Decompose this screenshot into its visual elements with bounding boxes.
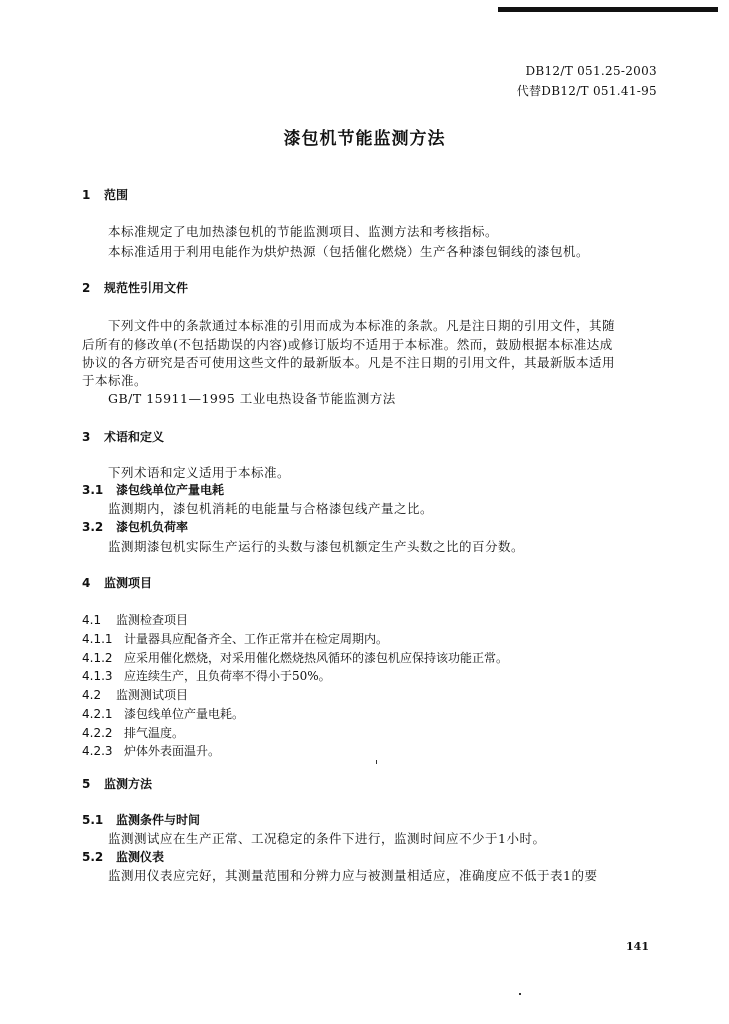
- section-title: 规范性引用文件: [104, 281, 189, 295]
- standard-code: DB12/T 051.25-2003: [525, 64, 657, 78]
- item-number: 4.2.1: [82, 707, 113, 721]
- item-text: 排气温度。: [124, 726, 185, 740]
- section-number: 4: [82, 576, 91, 590]
- clause-number: 5.1: [82, 813, 104, 827]
- section-5-heading: [82, 775, 152, 792]
- section-number: 5: [82, 777, 91, 791]
- item-text: 漆包线单位产量电耗。: [124, 707, 245, 721]
- clause-number: 3.1: [82, 483, 104, 497]
- section-number: 1: [82, 188, 91, 202]
- section-4-heading: [82, 574, 152, 591]
- item-text: 计量器具应配备齐全、工作正常并在检定周期内。: [124, 632, 389, 646]
- section-title: 范围: [104, 188, 129, 202]
- section-2-line-2: 后所有的修改单(不包括勘误的内容)或修订版均不适用于本标准。然而，鼓励根据本标准达成: [82, 337, 613, 352]
- scan-speck: [376, 760, 377, 764]
- clause-5-1-heading: [82, 811, 200, 828]
- clause-item: [82, 705, 244, 722]
- section-2-line-3: 协议的各方研究是否可使用这些文件的最新版本。凡是不注日期的引用文件，其最新版本适用: [82, 355, 616, 370]
- item-text: 应采用催化燃烧，对采用催化燃烧热风循环的漆包机应保持该功能正常。: [124, 651, 509, 665]
- clause-5-2-text: 监测用仪表应完好，其测量范围和分辨力应与被测量相适应，准确度应不低于表1的要: [108, 868, 598, 883]
- section-number: 2: [82, 281, 91, 295]
- section-1-paragraph-2: 本标准适用于利用电能作为烘炉热源（包括催化燃烧）生产各种漆包铜线的漆包机。: [108, 244, 590, 259]
- clause-title: 漆包线单位产量电耗: [116, 483, 225, 497]
- replaces-code: 代替DB12/T 051.41-95: [516, 84, 657, 98]
- clause-4-2-heading: [82, 686, 188, 703]
- scan-speck: [519, 993, 521, 995]
- section-1-paragraph-1: 本标准规定了电加热漆包机的节能监测项目、监测方法和考核指标。: [108, 224, 499, 239]
- term-3-1-definition: 监测期内，漆包机消耗的电能量与合格漆包线产量之比。: [108, 501, 434, 516]
- terms-intro: 下列术语和定义适用于本标准。: [108, 465, 291, 480]
- clause-number: 4.1: [82, 613, 102, 627]
- clause-item: [82, 724, 184, 741]
- term-3-1-heading: [82, 481, 224, 498]
- section-3-heading: [82, 428, 164, 445]
- clause-number: 4.2: [82, 688, 102, 702]
- clause-4-1-heading: [82, 611, 188, 628]
- term-3-2-definition: 监测期漆包机实际生产运行的头数与漆包机额定生产头数之比的百分数。: [108, 539, 525, 554]
- clause-number: 5.2: [82, 850, 104, 864]
- section-2-heading: [82, 279, 188, 296]
- section-title: 监测项目: [104, 576, 153, 590]
- clause-title: 漆包机负荷率: [116, 520, 189, 534]
- item-number: 4.1.1: [82, 632, 113, 646]
- item-number: 4.1.3: [82, 669, 113, 683]
- clause-number: 3.2: [82, 520, 104, 534]
- clause-item: [82, 649, 508, 666]
- item-text: 应连续生产，且负荷率不得小于50%。: [124, 669, 331, 683]
- section-title: 监测方法: [104, 777, 153, 791]
- clause-5-2-heading: [82, 848, 164, 865]
- section-title: 术语和定义: [104, 430, 165, 444]
- clause-item: [82, 667, 331, 684]
- section-number: 3: [82, 430, 91, 444]
- clause-title: 监测检查项目: [116, 613, 189, 627]
- item-number: 4.2.2: [82, 726, 113, 740]
- item-text: 炉体外表面温升。: [124, 744, 221, 758]
- page-title: 漆包机节能监测方法: [283, 129, 446, 149]
- term-3-2-heading: [82, 518, 188, 535]
- clause-item: [82, 630, 388, 647]
- clause-item: [82, 742, 220, 759]
- top-edge-rule: [498, 7, 718, 12]
- section-2-line-4: 于本标准。: [82, 373, 148, 388]
- clause-title: 监测测试项目: [116, 688, 189, 702]
- section-1-heading: [82, 186, 128, 203]
- reference-document: GB/T 15911—1995 工业电热设备节能监测方法: [108, 391, 396, 406]
- section-2-line-1: 下列文件中的条款通过本标准的引用而成为本标准的条款。凡是注日期的引用文件，其随: [108, 318, 616, 333]
- item-number: 4.1.2: [82, 651, 113, 665]
- clause-title: 监测仪表: [116, 850, 165, 864]
- item-number: 4.2.3: [82, 744, 113, 758]
- clause-title: 监测条件与时间: [116, 813, 201, 827]
- page-number: 141: [626, 940, 649, 953]
- clause-5-1-text: 监测测试应在生产正常、工况稳定的条件下进行，监测时间应不少于1小时。: [108, 831, 546, 846]
